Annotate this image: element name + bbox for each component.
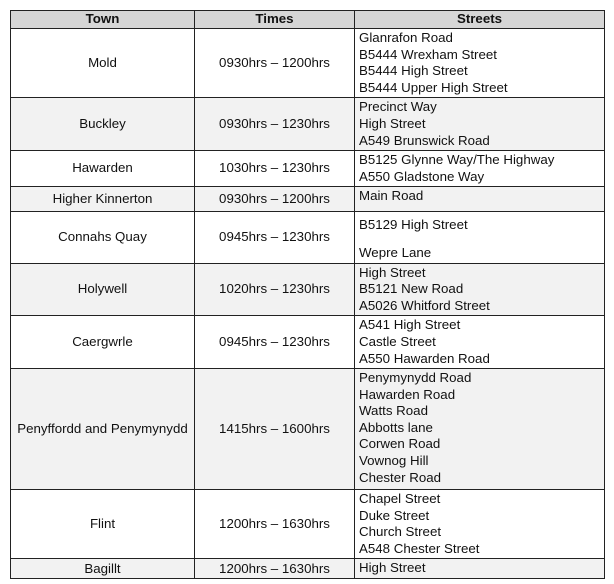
street-item: Chapel Street: [359, 491, 441, 507]
table-row: [11, 263, 605, 316]
times-cell: 1415hrs – 1600hrs: [195, 369, 355, 490]
street-item: A541 High Street: [359, 317, 461, 333]
streets-cell: [355, 559, 605, 579]
header-town: Town: [11, 11, 195, 29]
times-cell: 0930hrs – 1200hrs: [195, 187, 355, 212]
street-item: Castle Street: [359, 333, 436, 349]
times-cell: 1020hrs – 1230hrs: [195, 263, 355, 316]
header-times: Times: [195, 11, 355, 29]
table-row: [11, 212, 605, 263]
times-cell: 1030hrs – 1230hrs: [195, 151, 355, 187]
street-item: Main Road: [359, 188, 424, 204]
schedule-table: [10, 10, 605, 579]
street-item: Vownog Hill: [359, 453, 429, 469]
streets-cell: [355, 29, 605, 98]
street-item: Wepre Lane: [359, 244, 432, 260]
street-item: B5125 Glynne Way/The Highway: [359, 152, 555, 168]
street-item: Hawarden Road: [359, 386, 456, 402]
times-cell: 0945hrs – 1230hrs: [195, 316, 355, 369]
street-item: B5129 High Street: [359, 217, 468, 233]
street-item: B5121 New Road: [359, 281, 464, 297]
table-row: [11, 559, 605, 579]
street-item: High Street: [359, 115, 426, 131]
town-cell: Higher Kinnerton: [11, 187, 195, 212]
streets-cell: [355, 263, 605, 316]
street-item: Watts Road: [359, 403, 428, 419]
header-streets: Streets: [355, 11, 605, 29]
town-cell: Connahs Quay: [11, 212, 195, 263]
header-row: [11, 11, 605, 29]
street-item: Penymynydd Road: [359, 370, 472, 386]
street-item: B5444 High Street: [359, 63, 468, 79]
street-item: B5444 Upper High Street: [359, 79, 508, 95]
streets-cell: [355, 151, 605, 187]
town-cell: Caergwrle: [11, 316, 195, 369]
town-cell: Bagillt: [11, 559, 195, 579]
street-item: Precinct Way: [359, 99, 437, 115]
streets-cell: [355, 187, 605, 212]
streets-cell: [355, 369, 605, 490]
table-row: [11, 187, 605, 212]
table-row: [11, 29, 605, 98]
table-row: [11, 369, 605, 490]
street-item: A5026 Whitford Street: [359, 297, 490, 313]
table-row: [11, 98, 605, 151]
street-item: A549 Brunswick Road: [359, 132, 490, 148]
streets-cell: [355, 98, 605, 151]
street-item: Chester Road: [359, 469, 442, 485]
street-item: Abbotts lane: [359, 419, 433, 435]
street-item: Glanrafon Road: [359, 30, 453, 45]
street-item: Corwen Road: [359, 436, 441, 452]
town-cell: Mold: [11, 29, 195, 98]
times-cell: 1200hrs – 1630hrs: [195, 559, 355, 579]
times-cell: 1200hrs – 1630hrs: [195, 490, 355, 559]
streets-cell: [355, 316, 605, 369]
times-cell: 0945hrs – 1230hrs: [195, 212, 355, 263]
street-item: High Street: [359, 264, 426, 280]
town-cell: Holywell: [11, 263, 195, 316]
street-item: A550 Hawarden Road: [359, 350, 490, 366]
town-cell: Buckley: [11, 98, 195, 151]
schedule-table-wrapper: [10, 10, 604, 579]
times-cell: 0930hrs – 1230hrs: [195, 98, 355, 151]
town-cell: Flint: [11, 490, 195, 559]
street-item: B5444 Wrexham Street: [359, 46, 497, 62]
street-item: Duke Street: [359, 507, 430, 523]
streets-cell: [355, 490, 605, 559]
streets-cell: [355, 212, 605, 263]
table-row: [11, 151, 605, 187]
times-cell: 0930hrs – 1200hrs: [195, 29, 355, 98]
table-row: [11, 316, 605, 369]
town-cell: Hawarden: [11, 151, 195, 187]
street-item: High Street: [359, 560, 426, 576]
street-item: Church Street: [359, 524, 442, 540]
street-item: A548 Chester Street: [359, 540, 480, 556]
street-item: A550 Gladstone Way: [359, 168, 485, 184]
table-row: [11, 490, 605, 559]
town-cell: Penyffordd and Penymynydd: [11, 369, 195, 490]
